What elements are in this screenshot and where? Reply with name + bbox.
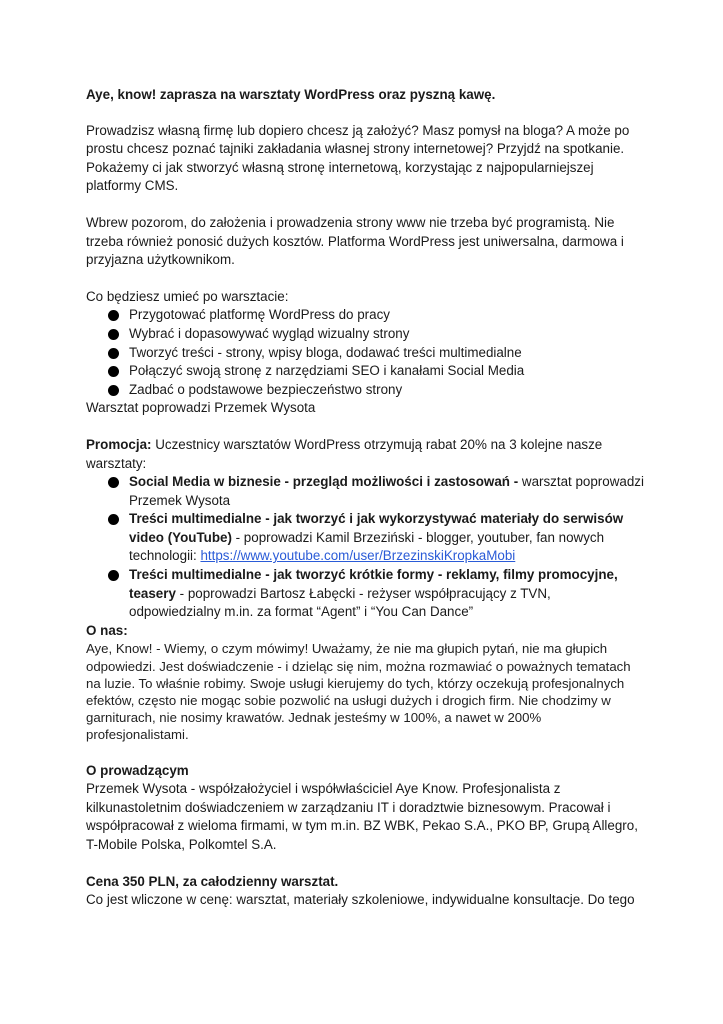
promo-paragraph	[86, 436, 646, 473]
bullet-icon	[108, 348, 119, 359]
list-item: Połączyć swoją stronę z narzędziami SEO i kanałami Social Media	[86, 362, 646, 381]
list-item: Przygotować platformę WordPress do pracy	[86, 306, 646, 325]
list-item: Wybrać i dopasowywać wygląd wizualny strony	[86, 325, 646, 344]
bullet-icon	[108, 570, 119, 581]
bullet-icon	[108, 310, 119, 321]
list-item: Zadbać o podstawowe bezpieczeństwo strony	[86, 381, 646, 400]
skills-heading: Co będziesz umieć po warsztacie:	[86, 288, 289, 304]
promo-text: Uczestnicy warsztatów WordPress otrzymują rabat 20% na 3 kolejne nasze warsztaty:	[86, 436, 603, 471]
list-item: Tworzyć treści - strony, wpisy bloga, dodawać treści multimedialne	[86, 344, 646, 363]
bullet-icon	[108, 385, 119, 396]
bullet-icon	[108, 329, 119, 340]
about-heading: O nas:	[86, 622, 128, 638]
promo-list	[86, 473, 646, 622]
price-paragraph: Co jest wliczone w cenę: warsztat, materiały szkoleniowe, indywidualne konsultacje. Do tego	[86, 892, 635, 908]
list-item: Social Media w biznesie - przegląd możliwości i zastosowań - warsztat poprowadzi Przemek Wysota	[86, 473, 646, 510]
document-title: Aye, know! zaprasza na warsztaty WordPress oraz pyszną kawę.	[86, 87, 496, 102]
bullet-icon	[108, 477, 119, 488]
instructor-heading: O prowadzącym	[86, 762, 189, 778]
list-item: Treści multimedialne - jak tworzyć krótkie formy - reklamy, filmy promocyjne, teasery - poprowadzi Bartosz Łabęcki - reżyser współpracujący z TVN, odpowiedzialny m.in. za format “Agent” i “You Can Dance”	[86, 566, 646, 622]
wbrew-paragraph: Wbrew pozorom, do założenia i prowadzenia strony www nie trzeba być programistą. Nie trzeba również ponosić dużych kosztów. Platforma WordPress jest uniwersalna, darmowa i przyjazna użytkownikom.	[86, 214, 624, 268]
price-heading: Cena 350 PLN, za całodzienny warsztat.	[86, 873, 339, 889]
intro-paragraph: Prowadzisz własną firmę lub dopiero chcesz ją założyć? Masz pomysł na bloga? A może po prostu chcesz poznać tajniki zakładania własnej strony internetowej? Przyjdź na spotkanie. Pokażemy ci jak stworzyć własną stronę internetową, korzystając z najpopularniejszej platformy CMS.	[86, 122, 630, 194]
bullet-icon	[108, 514, 119, 525]
list-item: Treści multimedialne - jak tworzyć i jak wykorzystywać materiały do serwisów video (YouTube) - poprowadzi Kamil Brzeziński - blogger, youtuber, fan nowych technologii: https://www.youtube.com/user/BrzezinskiKropkaMobi	[86, 510, 646, 566]
host-line: Warsztat poprowadzi Przemek Wysota	[86, 400, 316, 416]
promo-label: Promocja:	[86, 436, 152, 452]
document-page	[86, 86, 646, 910]
skills-list	[86, 306, 646, 399]
bullet-icon	[108, 366, 119, 377]
about-paragraph: Aye, Know! - Wiemy, o czym mówimy! Uważamy, że nie ma głupich pytań, nie ma głupich odpowiedzi. Jest doświadczenie - i dzieląc się nim, można rozmawiać o poważnych tematach na luzie. To właśnie robimy. Swoje usługi kierujemy do tych, którzy oczekują profesjonalnych efektów, często nie mogąc sobie pozwolić na usługi dużych i drogich firm. Nie chodzimy w garniturach, nie nosimy krawatów. Jednak jesteśmy w 100%, a nawet w 200% profesjonalistami.	[86, 641, 631, 743]
youtube-link[interactable]: https://www.youtube.com/user/BrzezinskiKropkaMobi	[200, 548, 516, 564]
instructor-paragraph: Przemek Wysota - współzałożyciel i współwłaściciel Aye Know. Profesjonalista z kilkunastoletnim doświadczeniem w zarządzaniu IT i doradztwie biznesowym. Pracował i współpracował z wieloma firmami, w tym m.in. BZ WBK, Pekao S.A., PKO BP, Grupą Allegro, T-Mobile Polska, Polkomtel S.A.	[86, 781, 638, 853]
